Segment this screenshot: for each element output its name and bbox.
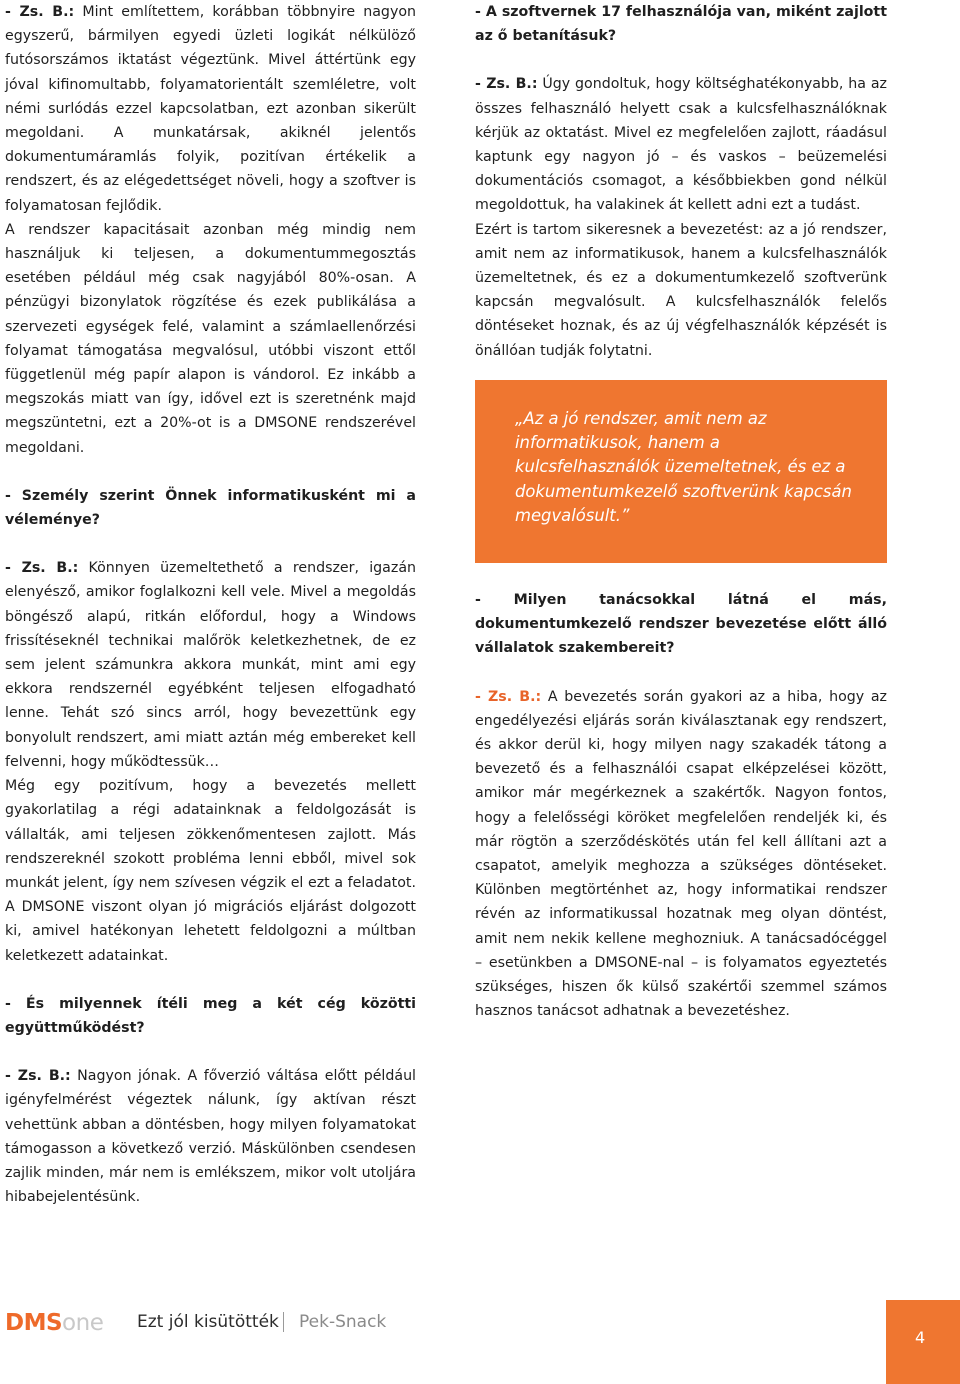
left-column bbox=[5, 0, 416, 1209]
speaker-label: - Zs. B.: bbox=[475, 688, 542, 705]
question-heading: - Személy szerint Önnek informatikusként mi a véleménye? bbox=[5, 487, 416, 529]
speaker-label: - Zs. B.: bbox=[5, 560, 79, 577]
intro-paragraph bbox=[5, 0, 416, 218]
footer-section: Pek-Snack bbox=[299, 1312, 387, 1332]
footer-divider bbox=[283, 1312, 284, 1332]
pull-quote-text: „Az a jó rendszer, amit nem az informatikusok, hanem a kulcsfelhasználók üzemeltetnek, és ez a dokumentumkezelő szoftverünk kapcsán megvalósult.” bbox=[515, 409, 852, 525]
answer-text: A bevezetés során gyakori az a hiba, hogy az engedélyezési eljárás során kiválasztanak egy rendszert, és akkor derül ki, hogy milyen nagy szakadék tátong a bevezető és a felhasználói csapat elképzelései között, amikor már megérkeznek a szakértők. Nagyon fontos, hogy a felelősségi köröket megfelelően rendeljék ki, és már rögtön a szerződéskötés után fel kell állítani azt a csapatot, amelyik meghozza a szükséges döntéseket. Különben megtörténhet az, hogy informatikai rendszer révén az informatikussal hozatnak meg olyan döntést, amit nem nekik kellene meghozniuk. A tanácsadócéggel – esetünkben a DMSONE-nal – is folyamatos egyeztetés szükséges, hiszen ők külső szakértői szemmel számos hasznos tanácsot adhatnak a bevezetéshez. bbox=[475, 688, 888, 1020]
paragraph: Ezért is tartom sikeresnek a bevezetést: az a jó rendszer, amit nem az informatikusok, hanem a kulcsfelhasználók üzemeltetnek, és ez a dokumentumkezelő szoftverünk kapcsán megvalósult. A kulcsfelhasználók felelős döntéseket hoznak, és az új végfelhasználók képzését is önállóan tudják folytatni. bbox=[475, 221, 887, 359]
logo-one-part: one bbox=[62, 1310, 104, 1336]
speaker-label: - Zs. B.: bbox=[5, 4, 75, 20]
answer-text: Könnyen üzemeltethető a rendszer, igazán elenyésző, amikor foglalkozni kell vele. Mivel a megoldás böngésző alapú, ritkán előfordul, hogy a Windows frissítéseknél technikai malőrök keletkezhetnek, de ez sem jelent számunkra akkora munkát, mint ami egy ekkora rendszernél egyébként teljesen elfogadható lenne. Tehát szó sincs arról, hogy bevezettünk egy bonyolult rendszert, ami miatt aztán még embereket kell felvenni, hogy működtessük… bbox=[5, 560, 417, 770]
paragraph: A rendszer kapacitásait azonban még mindig nem használjuk ki teljesen, a dokumentummegosztás esetében például még csak nagyjából 80%-osan. A pénzügyi bizonylatok rögzítése és ezek publikálása a szervezeti egységek felé, valamint a számlaellenőrzési folyamat támogatása megvalósul, utóbbi viszont ettől függetlenül még papír alapon is vándorol. Ez inkább a megszokás miatt van így, idővel ezt is szeretnénk majd megszüntetni, ezt a 20%-ot is a DMSONE rendszerével megoldani. bbox=[5, 221, 416, 456]
paragraph: Még egy pozitívum, hogy a bevezetés mellett gyakorlatilag a régi adatainknak a feldolgozását is vállalták, ami teljesen zökkenőmentesen zajlott. Más rendszereknél szokott probléma lenni ebből, mivel sok munkát jelent, így nem szívesen végzik el ezt a feladatot. A DMSONE viszont olyan jó migrációs eljárást dolgozott ki, amivel hatékonyan lehetett feldolgozni a múltban keletkezett adatainkat. bbox=[5, 778, 416, 964]
answer-paragraph bbox=[475, 685, 887, 1024]
answer-paragraph bbox=[5, 556, 416, 774]
logo-dms-part: DMS bbox=[5, 1310, 63, 1336]
dmsone-logo bbox=[5, 1308, 103, 1338]
speaker-label: - Zs. B.: bbox=[475, 76, 538, 93]
answer-paragraph bbox=[475, 72, 887, 217]
pull-quote-box bbox=[475, 380, 887, 563]
page-footer bbox=[0, 1300, 960, 1384]
right-column-bottom bbox=[475, 588, 887, 1023]
footer-title: Ezt jól kisütötték bbox=[137, 1312, 279, 1332]
right-column-top bbox=[475, 0, 887, 363]
answer-text: Úgy gondoltuk, hogy költséghatékonyabb, ha az összes felhasználó helyett csak a kulcsfelhasználóknak kérjük az oktatást. Mivel ez megfelelően zajlott, ráadásul kaptunk egy nagyon jó – és vaskos – beüzemelési dokumentációs csomagot, a későbbiekben gond nélkül megoldottuk, ha valakinek át kellett adni ezt a tudást. bbox=[475, 76, 888, 214]
page-number: 4 bbox=[915, 1328, 926, 1347]
speaker-label: - Zs. B.: bbox=[5, 1068, 71, 1085]
question-heading: - És milyennek ítéli meg a két cég közötti együttműködést? bbox=[5, 995, 416, 1036]
page-number-badge bbox=[886, 1300, 960, 1384]
answer-text: Nagyon jónak. A főverzió váltása előtt például igényfelmérést végeztek nálunk, így aktívan részt vehettünk abban a döntésben, hogy milyen folyamatokat támogasson a következő verzió. Máskülönben csendesen zajlik minden, már nem is emlékszem, mikor volt utoljára hibabejelentésünk. bbox=[5, 1068, 416, 1206]
question-heading: - Milyen tanácsokkal látná el más, dokumentumkezelő rendszer bevezetése előtt álló vállalatok szakembereit? bbox=[475, 592, 887, 657]
question-heading: - A szoftvernek 17 felhasználója van, miként zajlott az ő betanításuk? bbox=[475, 4, 887, 45]
answer-paragraph bbox=[5, 1064, 416, 1209]
intro-text: Mint említettem, korábban többnyire nagyon egyszerű, bármilyen egyedi üzleti logikát nélkülöző futósorszámos iktatást végeztünk. Mivel áttértünk egy jóval kifinomultabb, folyamatorientált szemléletre, volt némi surlódás ezzel kapcsolatban, ezt azonban sikerült megoldani. A munkatársak, akiknél jelentős dokumentumáramlás folyik, pozitívan értékelik a rendszert, és az elégedettséget növeli, hogy a szoftver is folyamatosan fejlődik. bbox=[5, 4, 417, 214]
